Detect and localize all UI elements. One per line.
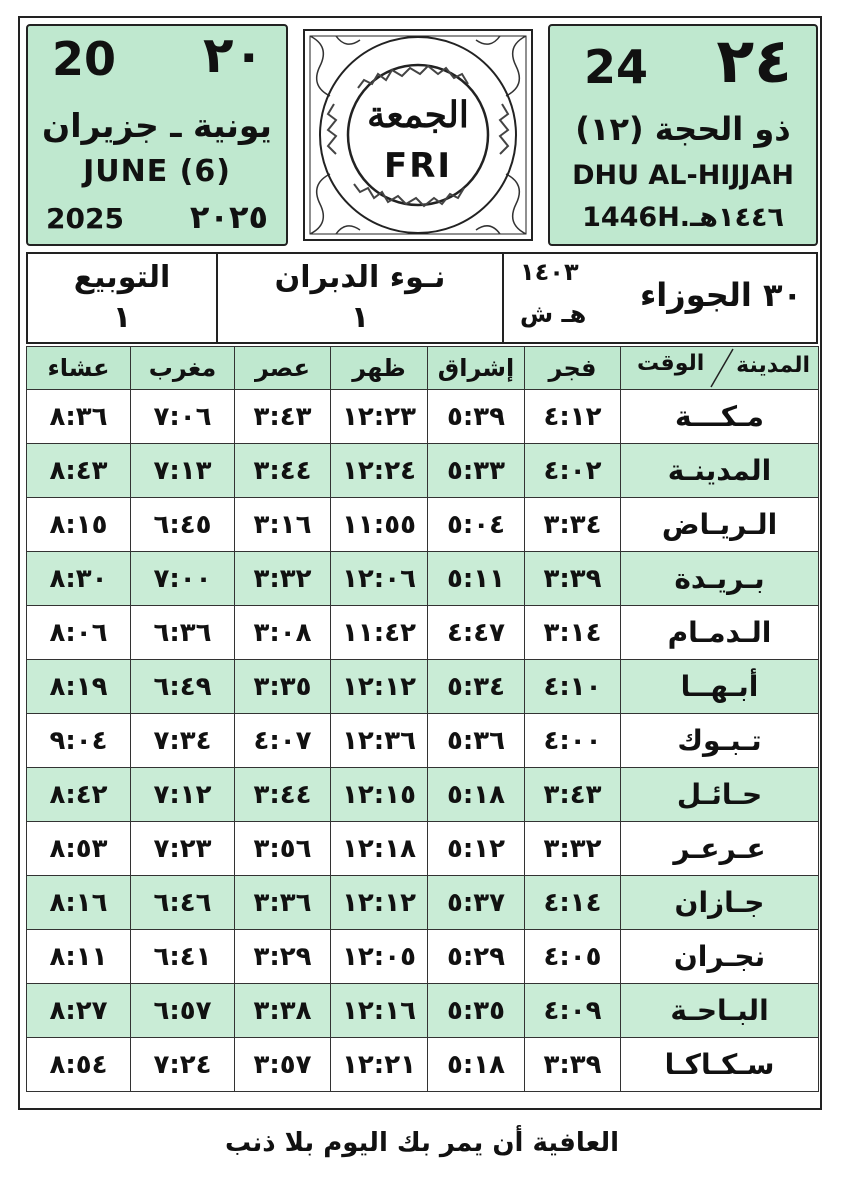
table-row bbox=[27, 390, 819, 444]
prayer-time-cell: ٣:٣٩ bbox=[525, 552, 621, 606]
prayer-time-cell: ٣:١٦ bbox=[235, 498, 331, 552]
hijri-year: 1446H.١٤٤٦هـ bbox=[582, 202, 784, 233]
table-row bbox=[27, 714, 819, 768]
prayer-time-cell: ٨:٥٣ bbox=[27, 822, 131, 876]
season-row bbox=[26, 252, 818, 344]
prayer-time-cell: ١١:٥٥ bbox=[331, 498, 428, 552]
table-row bbox=[27, 498, 819, 552]
prayer-time-cell: ٣:٤٣ bbox=[525, 768, 621, 822]
prayer-time-cell: ٦:٥٧ bbox=[131, 984, 235, 1038]
gregorian-day-latin: 20 bbox=[52, 32, 117, 86]
solar-date: ٣٠ الجوزاء bbox=[639, 276, 802, 314]
prayer-time-cell: ١٢:١٨ bbox=[331, 822, 428, 876]
prayer-time-cell: ٤:٠٩ bbox=[525, 984, 621, 1038]
prayer-time-cell: ٤:٠٠ bbox=[525, 714, 621, 768]
prayer-time-cell: ٥:٣٣ bbox=[428, 444, 525, 498]
city-name: بـريـدة bbox=[621, 552, 819, 606]
prayer-time-cell: ٣:٣٩ bbox=[525, 1038, 621, 1092]
prayer-time-cell: ٣:٣٢ bbox=[235, 552, 331, 606]
city-name: جـازان bbox=[621, 876, 819, 930]
prayer-time-cell: ١٢:١٥ bbox=[331, 768, 428, 822]
weekday-arabic: الجمعة bbox=[367, 94, 469, 136]
prayer-time-cell: ٣:٠٨ bbox=[235, 606, 331, 660]
header-maghrib: مغرب bbox=[131, 347, 235, 390]
header-isha: عشاء bbox=[27, 347, 131, 390]
city-name: سـكـاكـا bbox=[621, 1038, 819, 1092]
prayer-time-cell: ٨:٣٦ bbox=[27, 390, 131, 444]
prayer-time-cell: ١٢:٢١ bbox=[331, 1038, 428, 1092]
prayer-time-cell: ٣:٣٨ bbox=[235, 984, 331, 1038]
prayer-time-cell: ٥:٢٩ bbox=[428, 930, 525, 984]
tawbi-number: ١ bbox=[112, 300, 132, 335]
header-sunrise: إشراق bbox=[428, 347, 525, 390]
city-name: عـرعـر bbox=[621, 822, 819, 876]
gregorian-year-arabic: ٢٠٢٥ bbox=[189, 198, 268, 236]
header-fajr: فجر bbox=[525, 347, 621, 390]
prayer-time-cell: ٤:٠٢ bbox=[525, 444, 621, 498]
prayer-time-cell: ٧:٠٠ bbox=[131, 552, 235, 606]
prayer-time-cell: ٨:١٩ bbox=[27, 660, 131, 714]
prayer-time-cell: ٣:٤٤ bbox=[235, 768, 331, 822]
table-row bbox=[27, 606, 819, 660]
hijri-month-arabic: ذو الحجة (١٢) bbox=[575, 110, 791, 148]
weekday-emblem bbox=[296, 24, 540, 246]
prayer-time-cell: ٨:٤٣ bbox=[27, 444, 131, 498]
prayer-time-cell: ١٢:٢٤ bbox=[331, 444, 428, 498]
prayer-time-cell: ٤:٠٧ bbox=[235, 714, 331, 768]
prayer-time-cell: ١٢:٣٦ bbox=[331, 714, 428, 768]
prayer-time-cell: ١٢:١٦ bbox=[331, 984, 428, 1038]
gregorian-month-arabic: يونية ـ جزيران bbox=[42, 106, 272, 145]
season-divider-2 bbox=[502, 254, 504, 342]
city-name: مـكـــة bbox=[621, 390, 819, 444]
prayer-time-cell: ٧:٣٤ bbox=[131, 714, 235, 768]
prayer-time-cell: ٣:٢٩ bbox=[235, 930, 331, 984]
prayer-time-cell: ٧:٢٤ bbox=[131, 1038, 235, 1092]
table-row bbox=[27, 660, 819, 714]
header-asr: عصر bbox=[235, 347, 331, 390]
table-row bbox=[27, 552, 819, 606]
solar-suffix: هـ ش bbox=[520, 300, 587, 328]
prayer-time-cell: ١١:٤٢ bbox=[331, 606, 428, 660]
prayer-time-cell: ٦:٣٦ bbox=[131, 606, 235, 660]
weekday-latin: FRI bbox=[383, 146, 453, 186]
prayer-time-cell: ٧:١٣ bbox=[131, 444, 235, 498]
prayer-time-cell: ٨:٠٦ bbox=[27, 606, 131, 660]
prayer-time-cell: ٥:٣٥ bbox=[428, 984, 525, 1038]
prayer-time-cell: ٥:١٢ bbox=[428, 822, 525, 876]
naw-name: نـوء الدبران bbox=[274, 260, 446, 295]
prayer-time-cell: ٨:١٦ bbox=[27, 876, 131, 930]
prayer-time-cell: ١٢:٠٥ bbox=[331, 930, 428, 984]
prayer-time-cell: ٧:٢٣ bbox=[131, 822, 235, 876]
prayer-time-cell: ٥:١١ bbox=[428, 552, 525, 606]
prayer-time-cell: ٥:٠٤ bbox=[428, 498, 525, 552]
prayer-time-cell: ٨:٢٧ bbox=[27, 984, 131, 1038]
prayer-time-cell: ٣:٣٤ bbox=[525, 498, 621, 552]
prayer-time-cell: ٤:٠٥ bbox=[525, 930, 621, 984]
prayer-time-cell: ٦:٤١ bbox=[131, 930, 235, 984]
gregorian-year-latin: 2025 bbox=[46, 202, 124, 235]
prayer-time-cell: ٥:٣٤ bbox=[428, 660, 525, 714]
prayer-time-cell: ٥:٣٦ bbox=[428, 714, 525, 768]
table-row bbox=[27, 444, 819, 498]
prayer-time-cell: ٨:٣٠ bbox=[27, 552, 131, 606]
gregorian-day-arabic: ٢٠ bbox=[202, 26, 264, 84]
gregorian-month-latin: JUNE (6) bbox=[83, 154, 231, 189]
prayer-time-cell: ٣:٥٧ bbox=[235, 1038, 331, 1092]
prayer-time-cell: ٦:٤٩ bbox=[131, 660, 235, 714]
table-row bbox=[27, 930, 819, 984]
prayer-time-cell: ١٢:١٢ bbox=[331, 876, 428, 930]
table-row bbox=[27, 984, 819, 1038]
city-name: تـبـوك bbox=[621, 714, 819, 768]
prayer-time-cell: ١٢:١٢ bbox=[331, 660, 428, 714]
prayer-time-cell: ٤:١٢ bbox=[525, 390, 621, 444]
prayer-time-cell: ٤:١٠ bbox=[525, 660, 621, 714]
city-name: الـدمـام bbox=[621, 606, 819, 660]
prayer-time-cell: ٣:٤٣ bbox=[235, 390, 331, 444]
prayer-time-cell: ٣:٤٤ bbox=[235, 444, 331, 498]
city-name: الـريـاض bbox=[621, 498, 819, 552]
prayer-time-cell: ٣:٣٦ bbox=[235, 876, 331, 930]
table-row bbox=[27, 876, 819, 930]
city-name: حـائـل bbox=[621, 768, 819, 822]
prayer-time-cell: ١٢:٢٣ bbox=[331, 390, 428, 444]
city-name: نجـران bbox=[621, 930, 819, 984]
hijri-date-box bbox=[548, 24, 818, 246]
prayer-time-cell: ٣:٣٢ bbox=[525, 822, 621, 876]
header-city: المدينة bbox=[736, 353, 810, 378]
prayer-time-cell: ٦:٤٦ bbox=[131, 876, 235, 930]
prayer-time-cell: ٨:٥٤ bbox=[27, 1038, 131, 1092]
prayer-time-cell: ٧:١٢ bbox=[131, 768, 235, 822]
prayer-time-cell: ٦:٤٥ bbox=[131, 498, 235, 552]
table-row bbox=[27, 1038, 819, 1092]
hijri-day-latin: 24 bbox=[584, 40, 649, 94]
table-header-row bbox=[27, 347, 819, 390]
city-name: المدينـة bbox=[621, 444, 819, 498]
header-time: الوقت bbox=[637, 351, 705, 376]
header-dhuhr: ظهر bbox=[331, 347, 428, 390]
prayer-times-table bbox=[26, 346, 819, 1092]
prayer-time-cell: ٩:٠٤ bbox=[27, 714, 131, 768]
solar-year: ١٤٠٣ bbox=[520, 258, 579, 286]
hijri-day-arabic: ٢٤ bbox=[716, 24, 792, 97]
hijri-month-latin: DHU AL-HIJJAH bbox=[572, 160, 794, 191]
prayer-time-cell: ٥:٣٩ bbox=[428, 390, 525, 444]
prayer-time-cell: ٥:١٨ bbox=[428, 1038, 525, 1092]
prayer-time-cell: ٥:١٨ bbox=[428, 768, 525, 822]
prayer-time-cell: ١٢:٠٦ bbox=[331, 552, 428, 606]
city-name: أبـهــا bbox=[621, 660, 819, 714]
gregorian-date-box bbox=[26, 24, 288, 246]
prayer-time-cell: ٣:١٤ bbox=[525, 606, 621, 660]
prayer-time-cell: ٨:١٥ bbox=[27, 498, 131, 552]
prayer-time-cell: ٨:١١ bbox=[27, 930, 131, 984]
naw-number: ١ bbox=[350, 300, 370, 335]
prayer-time-cell: ٤:٤٧ bbox=[428, 606, 525, 660]
footer-proverb: العافية أن يمر بك اليوم بلا ذنب bbox=[224, 1128, 620, 1158]
prayer-time-cell: ٣:٥٦ bbox=[235, 822, 331, 876]
header-city-time bbox=[621, 347, 819, 390]
table-row bbox=[27, 822, 819, 876]
city-name: البـاحـة bbox=[621, 984, 819, 1038]
prayer-time-cell: ٤:١٤ bbox=[525, 876, 621, 930]
prayer-time-cell: ٣:٣٥ bbox=[235, 660, 331, 714]
tawbi-name: التوبيع bbox=[73, 260, 171, 295]
table-row bbox=[27, 768, 819, 822]
prayer-time-cell: ٧:٠٦ bbox=[131, 390, 235, 444]
prayer-time-cell: ٨:٤٢ bbox=[27, 768, 131, 822]
prayer-time-cell: ٥:٣٧ bbox=[428, 876, 525, 930]
